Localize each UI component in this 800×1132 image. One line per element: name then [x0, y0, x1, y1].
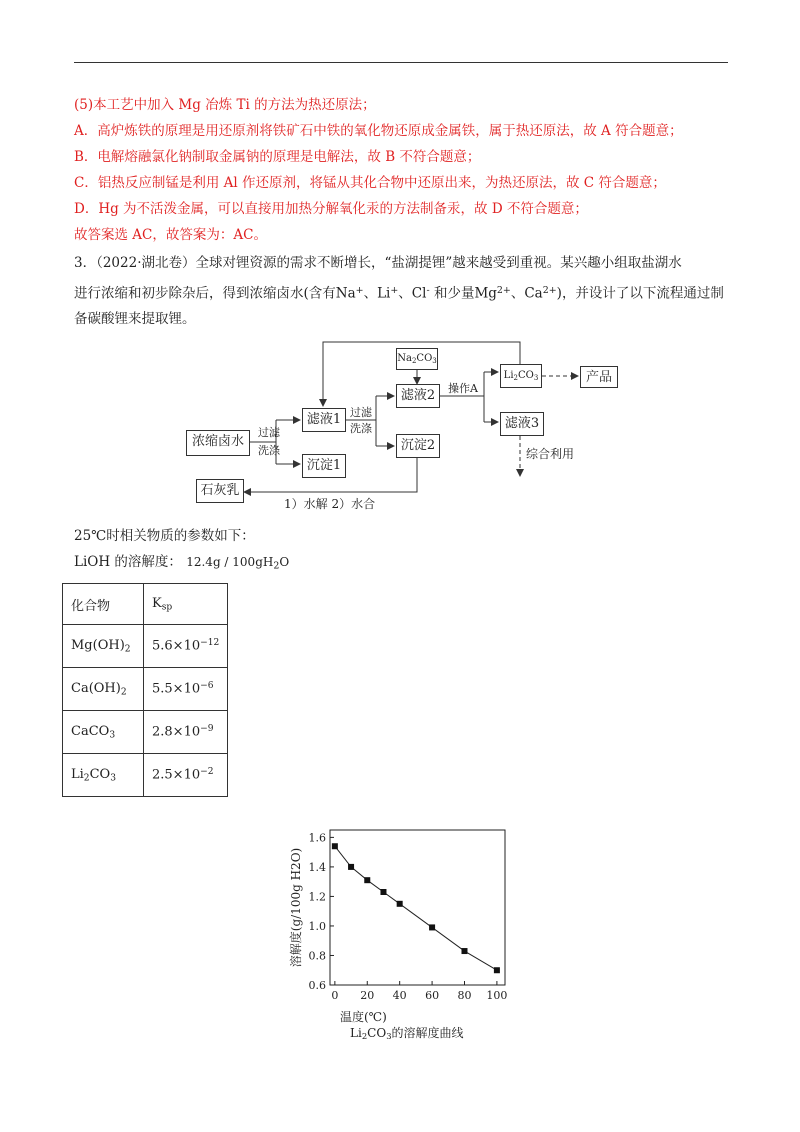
answer-line-5: (5)本工艺中加入 Mg 冶炼 Ti 的方法为热还原法； [74, 97, 376, 113]
node-precipitate-1: 沉淀1 [302, 454, 346, 478]
label-filter-1: 过滤 [258, 426, 280, 439]
ksp-table [62, 583, 228, 797]
label-operation-a: 操作A [448, 382, 478, 395]
series-line [335, 846, 497, 970]
table-header-row [63, 584, 228, 625]
ksp-cell: $2.5\times 10^{-2}$ [144, 754, 228, 797]
compound-cell: $Ca(OH)_2$ [63, 668, 144, 711]
ksp-cell: $2.8\times 10^{-9}$ [144, 711, 228, 754]
chart-svg [280, 820, 520, 1035]
lioh-solubility: LiOH 的溶解度： $12.4g / 100gH_2O$ [74, 554, 290, 572]
x-tick-label: 0 [331, 989, 339, 1002]
question-line-1: 3．（2022·湖北卷）全球对锂资源的需求不断增长，“盐湖提锂”越来越受到重视。某兴趣小组取盐湖水 [74, 255, 682, 271]
x-tick-label: 100 [486, 989, 508, 1002]
plot-frame [330, 830, 505, 985]
chart-ylabel: 溶解度(g/100g H2O) [289, 847, 303, 968]
ksp-cell: $5.6\times 10^{-12}$ [144, 625, 228, 668]
table-row [63, 625, 228, 668]
node-filtrate-3: 滤液3 [500, 412, 544, 436]
chart-title: $Li_2CO_3$的溶解度曲线 [350, 1026, 464, 1042]
answer-conclusion: 故答案选 AC，故答案为：AC。 [74, 227, 267, 243]
answer-option-d: D．Hg 为不活泼金属，可以直接用加热分解氧化汞的方法制备汞，故 D 不符合题意； [74, 201, 588, 217]
node-precipitate-2: 沉淀2 [396, 434, 440, 458]
data-point [332, 843, 338, 849]
compound-cell: $Mg(OH)_2$ [63, 625, 144, 668]
answer-option-b: B．电解熔融氯化钠制取金属钠的原理是电解法，故 B 不符合题意； [74, 149, 481, 165]
y-tick-label: 1.0 [308, 919, 326, 933]
table-row [63, 668, 228, 711]
x-tick-label: 20 [360, 989, 375, 1002]
x-tick-label: 80 [457, 989, 472, 1002]
x-tick-label: 40 [392, 989, 407, 1002]
y-tick-label: 1.4 [308, 860, 326, 874]
question-line-2: 进行浓缩和初步除杂后，得到浓缩卤水(含有Na+、Li+、Cl- 和少量$Mg^{2+}$、$Ca^{2+}$)，并设计了以下流程通过制 [74, 285, 724, 302]
header-ksp: $K_{sp}$ [144, 584, 228, 625]
data-point [364, 877, 370, 883]
label-wash-1: 洗涤 [258, 444, 280, 457]
node-filtrate-2: 滤液2 [396, 384, 440, 408]
data-point [380, 889, 386, 895]
node-filtrate-1: 滤液1 [302, 408, 346, 432]
params-heading: 25℃时相关物质的参数如下： [74, 528, 255, 544]
answer-option-a: A．高炉炼铁的原理是用还原剂将铁矿石中铁的氧化物还原成金属铁，属于热还原法，故 A 符合题意； [74, 123, 683, 139]
node-li2co3: $Li_2CO_3$ [500, 364, 542, 388]
data-point [429, 924, 435, 930]
node-product: 产品 [580, 366, 618, 388]
data-point [397, 901, 403, 907]
compound-cell: CaCO$_3$ [63, 711, 144, 754]
process-flowchart [180, 336, 640, 516]
chart-xlabel: 温度(℃) [340, 1010, 387, 1024]
question-line-3: 备碳酸锂来提取锂。 [74, 311, 196, 327]
header-compound: 化合物 [63, 584, 144, 625]
y-tick-label: 1.6 [308, 831, 326, 845]
label-wash-2: 洗涤 [350, 422, 372, 435]
y-tick-label: 1.2 [308, 890, 326, 904]
label-filter-2: 过滤 [350, 406, 372, 419]
node-na2co3: $Na_2CO_3$ [396, 348, 438, 370]
x-tick-label: 60 [425, 989, 440, 1002]
label-hydrolysis-hydration: 1）水解 2）水合 [284, 497, 376, 511]
label-reuse: 综合利用 [526, 447, 575, 461]
y-tick-label: 0.8 [308, 949, 326, 963]
answer-option-c: C．铝热反应制锰是利用 Al 作还原剂，将锰从其化合物中还原出来，为热还原法，故 C 符合题意； [74, 175, 666, 191]
node-lime-milk: 石灰乳 [196, 479, 244, 503]
y-tick-label: 0.6 [308, 979, 326, 992]
compound-cell: $Li_2CO_3$ [63, 754, 144, 797]
table-row [63, 711, 228, 754]
node-concentrated-brine: 浓缩卤水 [186, 430, 250, 456]
solubility-chart [280, 820, 520, 1042]
data-point [348, 864, 354, 870]
header-rule [74, 62, 728, 63]
ksp-cell: $5.5\times 10^{-6}$ [144, 668, 228, 711]
data-point [494, 967, 500, 973]
data-point [461, 948, 467, 954]
table-row [63, 754, 228, 797]
